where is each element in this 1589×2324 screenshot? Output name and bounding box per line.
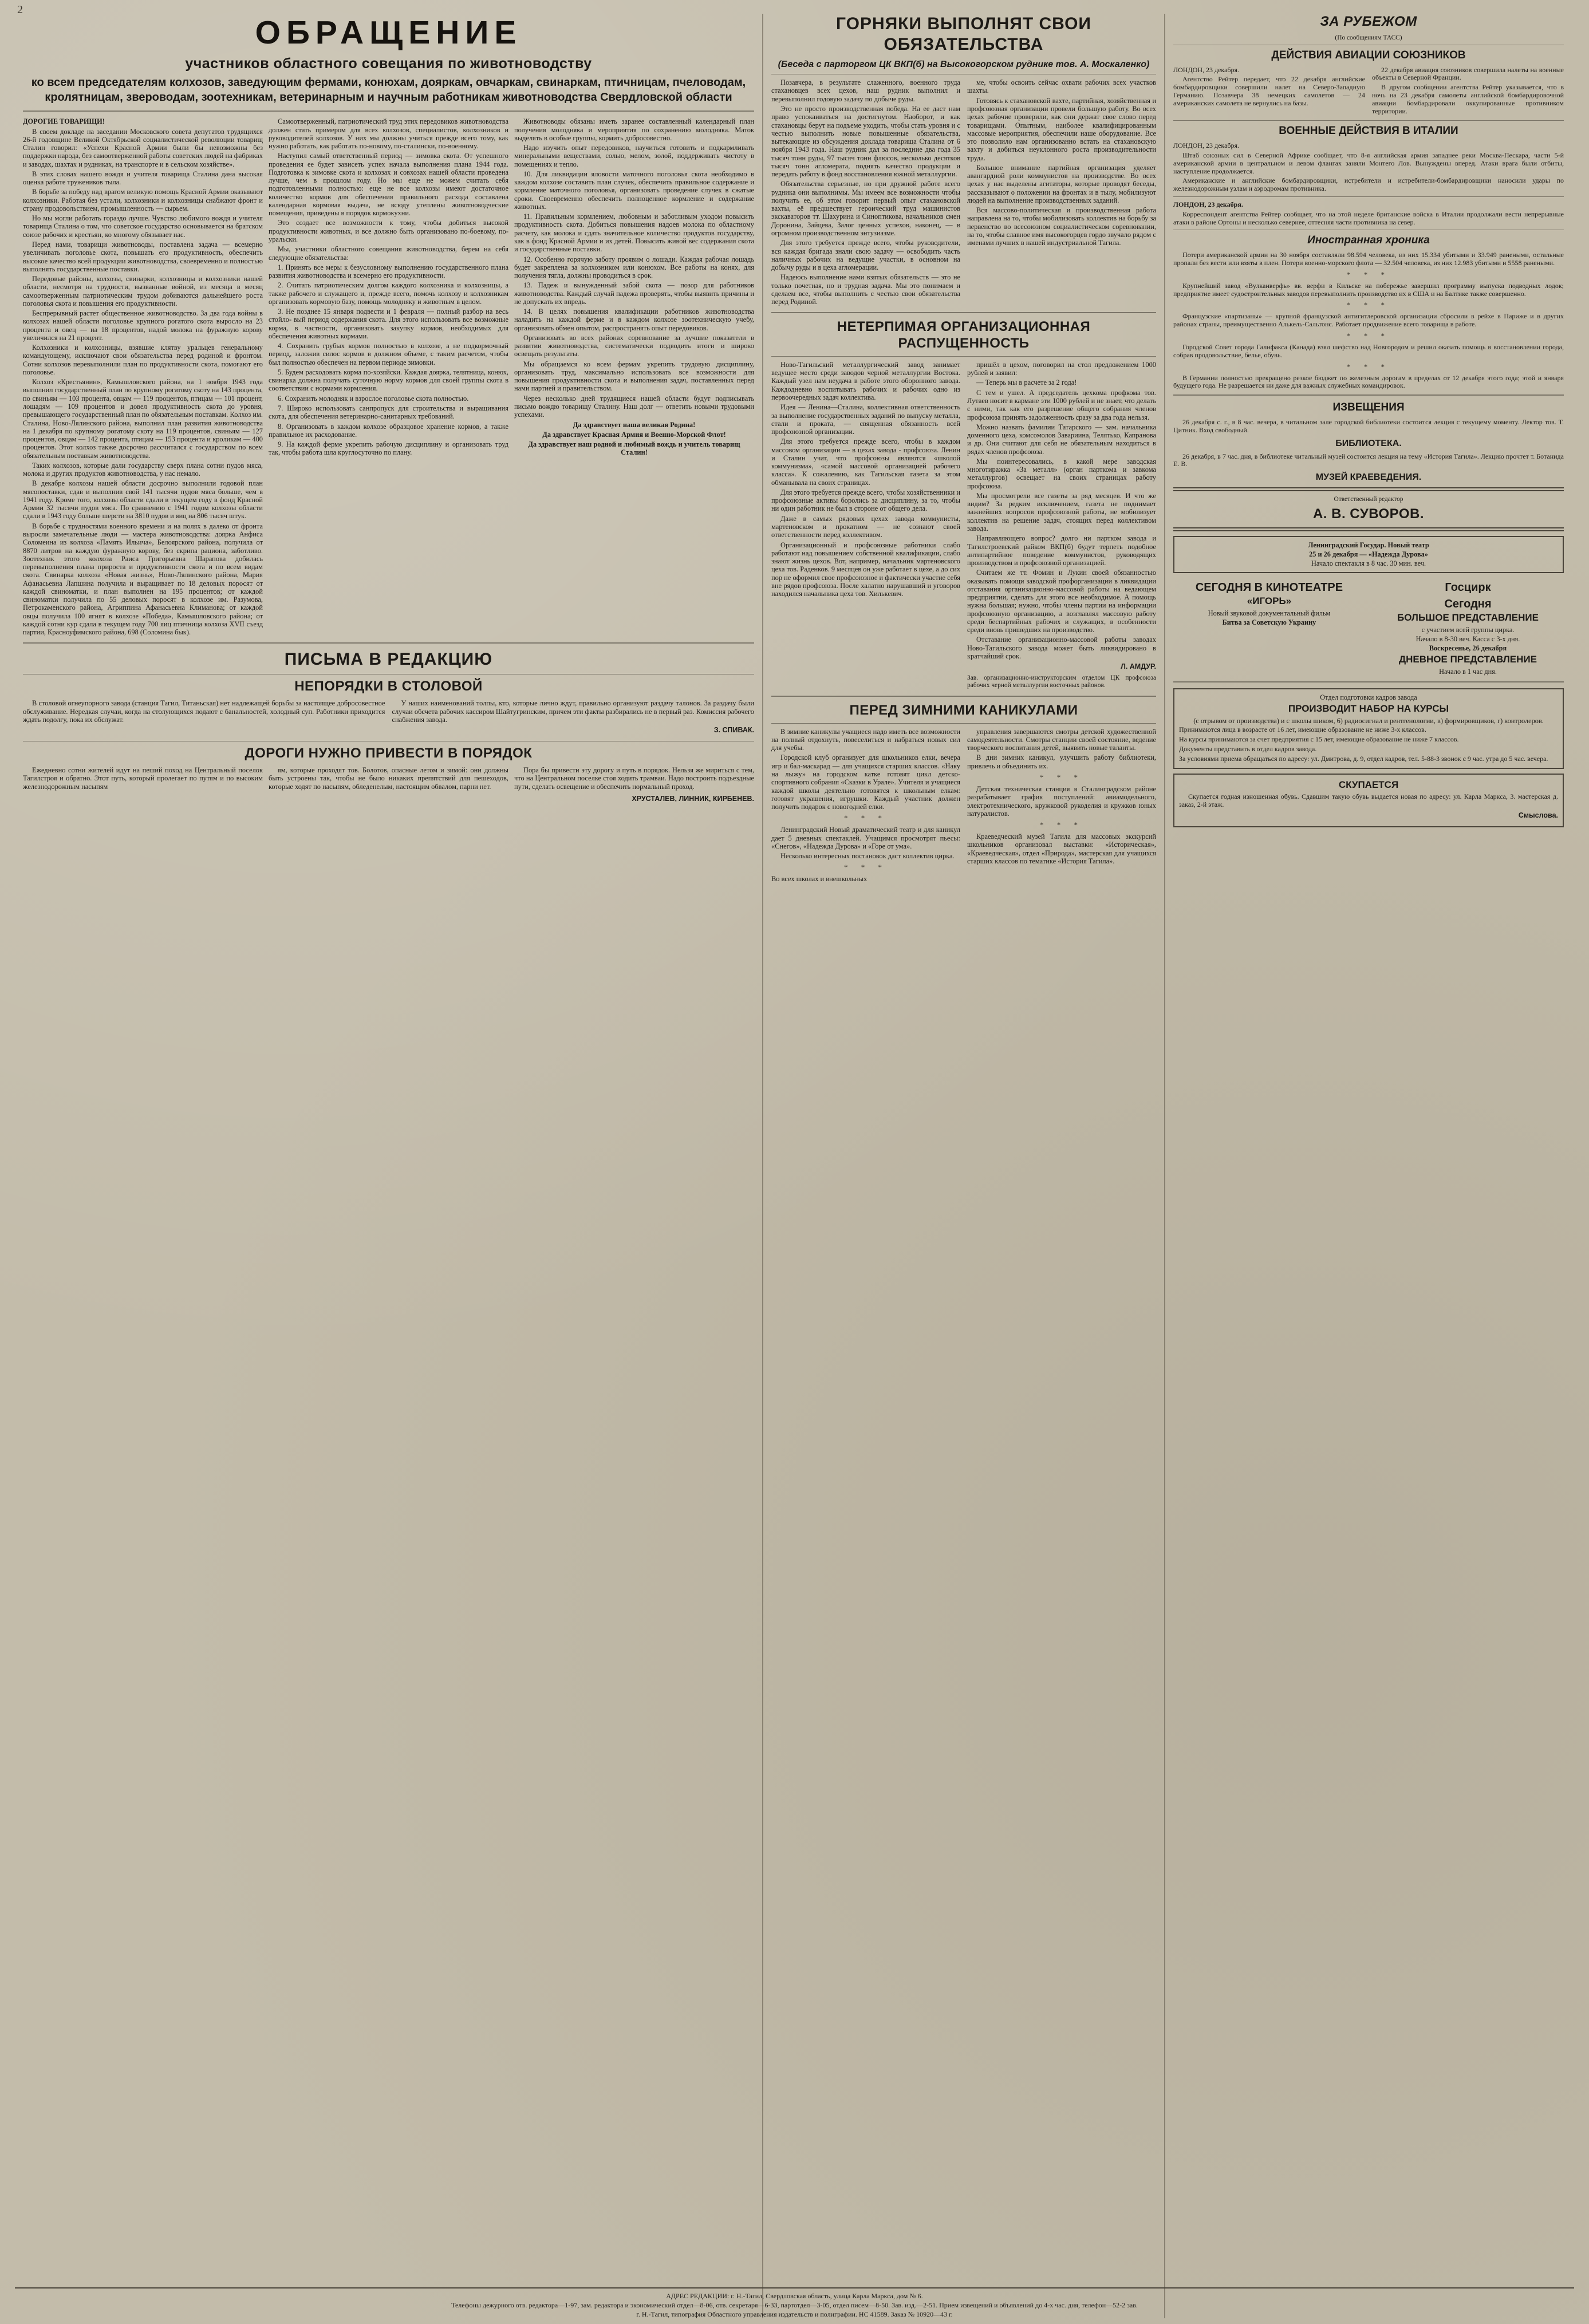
appeal-paragraph: 6. Сохранить молодняк и взрослое поголовье скота полностью. <box>278 394 469 403</box>
article-paragraph: Организационный и профсоюзные работники слабо работают над повышением собственной квалификации, слабо знают жизнь цехов. Вот, например, начальник мартеновского цеха тов. Раденков. 9 месяцев он уже работает в цехе, а до сих пор не оформил свое профсоюзное и фактически участие себя вне рядов профсоюза. После халатно нарушавший и уговоров находился начальника цеха тов. Хилькевич. <box>771 540 960 598</box>
appeal-paragraph: Колхоз «Крестьянин», Камышловского района, на 1 ноября 1943 года выполнил государственный план по крупному рогатому скоту на 143 процента, по свиньям — 103 процента, овцам — 119 процентов, птицам — 101 процент, лошадям — 109 процентов и довел продуктивность скота до уровня, превышающего государственный план по обязательным поставкам. Колхоз им. Сталина, Ново-Лялинского района, выполнил план развития животноводства на 1 декабря по крупному рогатому скоту на 119 процентов, свиньям — 127 процентов, овцам — 142 процента, птицам — 153 процента и кроликам — 400 процентов. Этот колхоз также досрочно рассчитался с государством по всем обязательным поставкам животноводства. <box>23 378 263 460</box>
article-paragraph: Направляющего вопрос? долго ни партком завода и Тагилстроевский райком ВКП(б) будут терпеть подобное антипартийное поведение коммунистов, руководящих производством и профсоюзной организацией. <box>967 534 1156 567</box>
article-paragraph: Вся массово-политическая и производственная работа направлена на то, чтобы мобилизовать коллектив на борьбу за первенство во всесоюзном социалистическом соревновании, на то, чтобы славное имя высокогорцев гордо звучало рядом с именами лучших в нашей индустриальной Тагила. <box>967 206 1156 247</box>
article-paragraph: Детская техническая станция в Сталинградском районе разрабатывает график поступлений: авиамодельного, электротехнического, кружковой рукоделия и кружков юных натуралистов. <box>967 784 1156 818</box>
column-divider <box>1164 14 1165 2318</box>
article-title-miners: ГОРНЯКИ ВЫПОЛНЯТ СВОИ ОБЯЗАТЕЛЬСТВА <box>836 14 1091 54</box>
appeal-salutation: ДОРОГИЕ ТОВАРИЩИ! <box>23 117 105 126</box>
appeal-column-2 <box>269 117 508 638</box>
disorder-body <box>771 361 1156 691</box>
letter-title-canteen: НЕПОРЯДКИ В СТОЛОВОЙ <box>294 678 483 695</box>
buying-heading: СКУПАЕТСЯ <box>1338 779 1399 791</box>
article-paragraph: Для этого требуется прежде всего, чтобы руководители, вся каждая бригада знали свою задачу — освободить часть наличных рабочих на ведущие участки, в основном на добычу руды и в цеха агломерации. <box>771 239 960 272</box>
courses-line: Документы представить в отдел кадров завода. <box>1179 744 1317 753</box>
theatre-time: Начало спектакля в 8 час. 30 мин. веч. <box>1311 559 1426 568</box>
letter-paragraph: ям, которые проходят тов. Болотов, опасные летом и зимой: они должны быть устроены так, чтобы не было никаких препятствий для пешеходов, которые ходят по насыпям, обледенелым, настоящим обвалом, парни нет. <box>269 766 508 791</box>
announcements-heading: ИЗВЕЩЕНИЯ <box>1332 401 1405 414</box>
article-paragraph: С тем и ушел. А председатель цехкома профкома тов. Лутаев носит в кармане эти 1000 рублей и не знает, что делать с ними, так как его разрешение общего собрания членов профсоюза принять задолженность сразу за два года нельзя. <box>967 388 1156 421</box>
entertainment-row <box>1173 578 1564 677</box>
masthead-subtitle-1: участников областного совещания по животноводству <box>185 56 592 72</box>
article-paragraph: В другом сообщении агентства Рейтер указывается, что в ночь на 23 декабря самолеты английской бомбардировочной авиации бомбардировали оккупированные противником территории. <box>1372 83 1564 115</box>
item-separator: * * * <box>1347 270 1390 279</box>
announcement-item: 26 декабря, в 7 час. дня, в библиотеке читальный музей состоится лекция на тему «История Тагила». Лекцию прочтет т. Ботанида Е. В. <box>1173 452 1564 468</box>
courses-line: Принимаются лица в возрасте от 16 лет, имеющие образование не ниже 3-х классов. <box>1179 725 1426 734</box>
appeal-paragraph: Но мы могли работать гораздо лучше. Чувство любимого вождя и учителя товарища Сталина о том, что советское государство основывается на братском союзе рабочих и крестьян, ко многому обязывает нас. <box>23 214 263 239</box>
buying-sign: Смыслова. <box>1518 811 1558 820</box>
article-paragraph: Это не просто производственная победа. На ее даст нам право успокаиваться на достигнутом. Наоборот, и как стахановцы берут на подъеме уходить, чтобы стать уровня и с честью выполнить новые повышенные обязательства, вытекающие из обсуждения доклада товарища Сталина от 6 ноября 1943 года. Наш рудник дал за последние два года 35 тысяч тонн руды, 97 тысяч тонн флюсов, несколько десятков тысяч тонн агломерата, поднять качество продукции и передать работу в фонд восстановления южной металлургии. <box>771 104 960 179</box>
article-signature: Л. АМДУР. <box>1121 662 1156 671</box>
divider <box>1173 487 1564 491</box>
appeal-slogan: Да здравствует наш родной и любимый вождь и учитель товарищ Сталин! <box>528 440 740 457</box>
appeal-columns <box>23 117 754 638</box>
page-footer <box>15 2287 1574 2319</box>
museum-heading: МУЗЕЙ КРАЕВЕДЕНИЯ. <box>1315 472 1422 483</box>
appeal-paragraph: 4. Сохранить грубых кормов полностью в колхозе, а не подкормочный период, заложив силос кормов в должном объеме, с таким расчетом, чтобы был полностью обеспечен на первом периоде зимовки. <box>269 342 508 366</box>
appeal-paragraph: В этих словах нашего вождя и учителя товарища Сталина дана высокая оценка работе тружеников тыла. <box>23 169 263 187</box>
appeal-column-3 <box>514 117 754 638</box>
chronicle-heading: Иностранная хроника <box>1307 234 1430 247</box>
appeal-paragraph: 2. Считать патриотическим долгом каждого колхозника и колхозницы, а также рабочего и служащего и, прежде всего, помочь колхозу и колхозникам организовать кормовую базу, помощь молодняку и животным в целом. <box>269 281 508 306</box>
article-paragraph: ме, чтобы освоить сейчас охвати рабочих всех участков шахты. <box>967 78 1156 95</box>
column-abroad <box>1165 10 1572 2318</box>
ad-theatre[interactable] <box>1173 536 1564 573</box>
abroad-air-body <box>1173 66 1564 117</box>
appeal-paragraph: 10. Для ликвидации яловости маточного поголовья скота необходимо в каждом колхозе составить план случек, обеспечить правильное содержание и кормление маточного поголовья, организовать проведение случек в сжатые сроки. Своевременно обеспечить полноценное кормление и содержание животных. <box>514 169 754 211</box>
letter-signature: З. СПИВАК. <box>713 726 754 735</box>
theatre-dates: 25 и 26 декабря — «Надежда Дурова» <box>1309 550 1428 559</box>
appeal-slogan: Да здравствует Красная Армия и Военно-Морской Флот! <box>542 430 726 439</box>
appeal-paragraph: В борьбе за победу над врагом великую помощь Красной Армии оказывают колхозники. Работая без устали, колхозники и колхозницы снабжают фронт и страну продовольствием, промышленность — сырьем. <box>23 188 263 212</box>
dateline: ЛОНДОН, 23 декабря. <box>1173 141 1240 150</box>
article-paragraph: Для этого требуется прежде всего, чтобы хозяйственники и профсоюзные активы боролись за дисциплину, за то, чтобы ни один работник не был в стороне от общего дела. <box>771 488 960 513</box>
divider <box>771 356 1156 357</box>
article-paragraph: Обязательства серьезные, но при дружной работе всего рудника они выполнимы. Мы имеем все возможности чтобы получить ее, об этом говорит первый опыт стахановской вахты, её предшествует героический труд машинистов экскаваторов тт. Шахурина и Синоптикова, начальников смен Доронина, Зайцева, Залог ценных успехов, наконец, — в огромном производственном энтузиазме. <box>771 180 960 237</box>
appeal-paragraph: 11. Правильным кормлением, любовным и заботливым уходом повысить продуктивность скота. Добиться повышения надоев молока по областному расчету, как молока и сдать значительное количество продуктов государству, как в фонд Красной Армии и их детей. Повысить живой вес содержания скота и государственные поставки. <box>514 212 754 254</box>
article-paragraph: Краеведческий музей Тагила для массовых экскурсий школьников организовал выставки: «Историческая», «Краеведческая», отдел «Природа», мастерская для учащихся старших классов по тематике «История Тагила». <box>967 832 1156 865</box>
chronicle-item: Потери американской армии на 30 ноября составляли 98.594 человека, из них 15.334 убитыми и 33.949 ранеными, остальные пропали без вести или взяты в плен. Потери военно-морского флота — 32.504 человека, из них 12.983 убитыми и 5558 ранеными. <box>1173 251 1564 267</box>
article-paragraph: Несколько интересных постановок даст коллектив цирка. <box>780 852 955 861</box>
chronicle-item: Крупнейший завод «Вулканверфь» вв. верфи в Кильске на побережье завершил программу выпуска подводных лодок; предприятие имеет судостроительных заводов перевыполнить производство их в США и на Балтике также совершенно. <box>1173 281 1564 298</box>
ad-buying[interactable] <box>1173 774 1564 827</box>
cinema-heading: СЕГОДНЯ В КИНОТЕАТРЕ <box>1195 581 1343 594</box>
page-title: ОБРАЩЕНИЕ <box>255 14 522 51</box>
footer-address: АДРЕС РЕДАКЦИИ: г. Н.-Тагил, Свердловская область, улица Карла Маркса, дом № 6. <box>666 2292 923 2300</box>
article-paragraph: Городской клуб организует для школьников елки, вечера игр и бал-маскарад — для учащихся старших классов. «Наку на лыжу» на городском катке готовят цикл детско-спортивного собрания «Сказки в Урале». Учителя и учащиеся каждой школы деятельно готовятся к школьным елкам: готовят украшения, игрушки. Каждый участник должен получить подарок с новогодней елки. <box>771 753 960 811</box>
letter-title-roads: ДОРОГИ НУЖНО ПРИВЕСТИ В ПОРЯДОК <box>245 745 533 761</box>
letters-section-title: ПИСЬМА В РЕДАКЦИЮ <box>284 650 493 669</box>
appeal-paragraph: 9. На каждой ферме укрепить рабочую дисциплину и организовать труд так, чтобы работа шла круглосуточно по плану. <box>269 440 508 457</box>
item-separator: * * * <box>1347 362 1390 371</box>
appeal-paragraph: 14. В целях повышения квалификации работников животноводства наладить на каждой ферме и в каждом колхозе зоотехническую учебу, организовать обмен опытом, распространять опыт передовиков. <box>514 307 754 332</box>
library-heading: БИБЛИОТЕКА. <box>1335 438 1402 448</box>
abroad-heading-air: ДЕЙСТВИЯ АВИАЦИИ СОЮЗНИКОВ <box>1271 49 1466 61</box>
article-paragraph: Надеюсь выполнение нами взятых обязательств — это не только почетная, но и трудная задача. Мы это понимаем и сделаем все, чтобы выполнить с честью свои обязательства перед Родиной. <box>771 273 960 306</box>
article-paragraph: Большое внимание партийная организация уделяет авангардной роли коммунистов на производстве. Во всех цехах у нас выделены агитаторы, которые проводят беседы, рассказывают о положении на фронтах и в тылу, мобилизуют людей на выполнение производственных заданий. <box>967 163 1156 204</box>
article-paragraph: В дни зимних каникул, улучшить работу библиотеки, привлечь и объединить их. <box>967 753 1156 770</box>
appeal-paragraph: Наступил самый ответственный период — зимовка скота. От успешного проведения ее будет зависеть успех начала выполнения плана 1944 года. Подготовка к зимовке скота и колхозах и совхозах нашей области проведена лучше, чем в прошлом году. Но мы еще не можем считать себя подготовленными полностью: еще не все колхозы имеют достаточное количество кормов для обеспечения правильного расхода составлена календарная кормовая выдача, не всюду утеплены животноводческие помещения, приведены в порядок кормокухни. <box>269 152 508 218</box>
section-source-note: (По сообщениям ТАСС) <box>1335 34 1402 41</box>
divider <box>1173 120 1564 121</box>
article-paragraph: Ленинградский Новый драматический театр и для каникул дает 5 дневных спектаклей. Учащимся просмотрят пьесы: «Снегов», «Надежда Дурова» и «Горе от ума». <box>771 826 960 850</box>
cinema-film-title: «ИГОРЬ» <box>1247 595 1292 607</box>
page-number: 2 <box>17 3 23 16</box>
appeal-paragraph: Самоотверженный, патриотический труд этих передовиков животноводства должен стать примером для всех колхозов, специалистов, колхозников и руководителей колхозов. У них мы должны учиться прежде всего тому, как нужно работать, как работать по-новому, по-сталински, по-военному. <box>269 117 508 151</box>
letter-signature: ХРУСТАЛЕВ, ЛИННИК, КИРБЕНЕВ. <box>632 795 754 803</box>
chronicle-item: Городской Совет города Галифакса (Канада) взял шефство над Новгородом и решил оказать помощь в восстановлении города, собрав продовольствие, белье, обувь. <box>1173 342 1564 359</box>
circus-name: Госцирк <box>1445 581 1491 594</box>
letter-roads-body <box>23 766 754 792</box>
theatre-venue: Ленинградский Государ. Новый театр <box>1308 541 1429 550</box>
appeal-paragraph: Это создает все возможности к тому, чтобы добиться высокой продуктивности животных, и все должно быть организовано по-боевому, по-уральски. <box>269 219 508 243</box>
appeal-paragraph: Перед нами, товарищи животноводы, поставлена задача — всемерно увеличивать поголовье скота, повышать его продуктивность, обеспечить высокое качество всей продукции животноводства, своевременно и полностью выполнять государственные поставки. <box>23 240 263 273</box>
miners-body <box>771 78 1156 307</box>
courses-sub: (с отрывом от производства) и с школы шиком, 6) радиосигнал и рентгенологии, в) формировщиков, г) контролеров. <box>1193 717 1544 725</box>
chronicle-item: Французские «партизаны» — крупной французской антигитлеровской организации сбросили в рейхе в Париже и в других районах страны, преимущественно Алькель-Сальтонс. Работает продвижение всего товарища в работе. <box>1173 312 1564 329</box>
appeal-paragraph: 5. Будем расходовать корма по-хозяйски. Каждая доярка, телятница, конюх, свинарка должна получать суточную норму кормов для своей группы скота в соответствии с нормами кормления. <box>269 368 508 393</box>
appeal-paragraph: В своем докладе на заседании Московского совета депутатов трудящихся 26-й годовщине Великой Октябрьской социалистической революции товарищ Сталин говорил: «Успехи Красной Армии были бы невозможны без поддержки народа, без самоотверженной работы советских людей на фабриках и заводах, шахтах и рудниках, на транспорте и в сельском хозяйстве». <box>23 127 263 168</box>
appeal-paragraph: Колхозники и колхозницы, взявшие клятву уральцев генеральному командующему, исключают свои обязательства перед родиной и фронтом. Сотни колхозов перевыполнили план по продуктивности скота, помогают его поголовье. <box>23 344 263 376</box>
article-title-disorder: НЕТЕРПИМАЯ ОРГАНИЗАЦИОННАЯ РАСПУЩЕННОСТЬ <box>837 319 1091 352</box>
circus-today: Сегодня <box>1444 598 1492 611</box>
appeal-paragraph: 8. Организовать в каждом колхозе образцовое хранение кормов, а также правильное их расходование. <box>269 422 508 439</box>
divider <box>1173 527 1564 531</box>
letter-paragraph: У наших наименований толпы, кто, которые лично ждут, правильно организуют раздачу талонов. За раздачу были случаи обсчета рабочих кассиром Шайтугринским, причем эти факты разбирались не в первый раз. Комиссия рабочего снабжения завода. <box>392 699 754 724</box>
article-paragraph: Позавчера, в результате слаженного, военного труда стахановцев всех цехов, наш рудник выполнил и перевыполнил годовую задачу по добыче руды. <box>771 78 960 103</box>
article-paragraph: Для этого требуется прежде всего, чтобы в каждом массовом организации — в цехах завода - профсоюза. Ленин и Сталин учат, что профсоюзы являются «школой коммунизма», «самой массовой организацией рабочего класса». К сожалению, как Тагильская газета за этом обманывала на своих страницах. <box>771 437 960 487</box>
appeal-paragraph: В декабре колхозы нашей области досрочно выполнили годовой план мясопоставки, сдав и выполнив свой 141 тысячи пудов мяса больше, чем в 1941 году. Кроме того, колхозы области сдали в текущем году в фонд Красной Армии 32 тысячи пудов мяса. По сравнению с 1941 годом колхозы области сдали в 1943 году больше шерсти на 3810 пудов и яиц на 806 тысяч штук. <box>23 479 263 520</box>
dateline: ЛОНДОН, 23 декабря. <box>1173 200 1243 208</box>
vacations-body <box>771 728 1156 885</box>
appeal-paragraph: 13. Падеж и вынужденный забой скота — позор для работников животноводства. Каждый случай падежа проверять, чтобы выявить причины и не допускать их впредь. <box>514 281 754 306</box>
divider <box>1173 394 1564 396</box>
article-paragraph: Готовясь к стахановской вахте, партийная, хозяйственная и профсоюзная организации провели большую работу. Во всех цехах рабочие проверили, как они держат свое слово перед товарищами. Опытным, наиболее квалифицированным массовые мероприятия, обеспечили наше оборудование. Все это позволило нам организованно встать на стахановскую вахту и добиться неуклонного роста производительности труда. <box>967 96 1156 162</box>
appeal-column-1 <box>23 117 263 638</box>
appeal-paragraph: Мы обращаемся ко всем фермам укрепить трудовую дисциплину, организовать труд, максимально использовать все возможности для повышения продуктивности скота и выполнения задач, поставленных перед нами партией и правительством. <box>514 360 754 393</box>
appeal-paragraph: Организовать во всех районах соревнование за лучшие показатели в развитии животноводства, систематически подводить итоги и широко освещать результаты. <box>514 333 754 358</box>
article-signature-note: Зав. организационно-инструкторским отделом ЦК профсоюза рабочих черной металлургии восточных районов. <box>967 674 1156 689</box>
section-title-abroad: ЗА РУБЕЖОМ <box>1320 14 1417 29</box>
appeal-paragraph: Мы, участники областного совещания животноводства, берем на себя следующие обязательства: <box>269 245 508 262</box>
appeal-slogan: Да здравствует наша великая Родина! <box>573 420 696 429</box>
appeal-paragraph: Беспрерывный растет общественное животноводство. За два года войны в колхозах нашей области поголовье крупного рогатого скота выросло на 23 процента и овец — на 18 процентов, надой молока на фуражную корову увеличился на 21 процент. <box>23 309 263 342</box>
divider <box>23 111 754 112</box>
letter-paragraph: Пора бы привести эту дорогу и путь в порядок. Нельзя же мириться с тем, что на Центральном поселке стоя ходить трамваи. Надо построить подъездные пути, сделать освещение и обеспечить нормальный проход. <box>514 766 754 791</box>
appeal-paragraph: 7. Широко использовать санпропуск для строительства и выращивания скота, для обеспечения ветеринарно-санитарных требований. <box>269 404 508 421</box>
page-body <box>15 10 1574 2318</box>
buying-text: Скупается годная изношенная обувь. Сдавшим такую обувь выдается новая по адресу: ул. Карла Маркса, 3. мастерская д. заказ, 2-й этаж. <box>1179 792 1558 809</box>
article-paragraph: Даже в самых рядовых цехах завода коммунисты, мартеновском и прокатном — не сознают своей ответственности перед коллективом. <box>771 514 960 539</box>
letter-paragraph: Ежедневно сотни жителей идут на пеший поход на Центральный поселок Тагилстроя и обратно. Этот путь, который пролегает по путям и по высоким железнодорожным насыпям <box>23 766 263 791</box>
paragraph-separator: * * * <box>1040 772 1083 782</box>
appeal-paragraph: Через несколько дней трудящиеся нашей области будут подписывать письмо вождю товарищу Сталину. Наш долг — ответить новыми трудовыми успехами. <box>514 394 754 419</box>
item-separator: * * * <box>1347 301 1390 310</box>
footer-phones: Телефоны дежурного отв. редактора—1-97, зам. редактора и экономический отдел—8-06, отв. секретаря—6-33, партотдел—3-05, отдел писем—8-50. Зав. изд.—2-51. Прием извещений и объявлений до 4-х час. дня, телефон—52-2 зав. <box>451 2301 1138 2309</box>
article-paragraph: — Теперь мы в расчете за 2 года! <box>976 378 1077 387</box>
letter-canteen-body <box>23 699 754 737</box>
editor-name: А. В. СУВОРОВ. <box>1312 506 1425 522</box>
article-paragraph: Идея — Ленина—Сталина, коллективная ответственность за выполнение государственных заданий по выпуску металла, стали и проката, — священная обязанность всей профсоюзной организации. <box>771 403 960 436</box>
cinema-film-note: Новый звуковой документальный фильм <box>1208 609 1331 618</box>
article-subtitle-miners: (Беседа с парторгом ЦК ВКП(б) на Высокогорском руднике тов. А. Москаленко) <box>778 60 1150 69</box>
announcement-item: 26 декабря с. г., в 8 час. вечера, в читальном зале городской библиотеки состоится лекция с текущему моменту. Лектор тов. Т. Цитник. Вход свободный. <box>1173 417 1564 434</box>
appeal-paragraph: 12. Особенно горячую заботу проявим о лошади. Каждая рабочая лошадь будет закреплена за колхозником или конюхом. Все работы на конях, для получения тягла, должны проводиться в срок. <box>514 255 754 280</box>
column-center <box>763 10 1164 2318</box>
divider <box>23 642 754 644</box>
article-paragraph: Мы поинтересовались, в какой мере заводская многотиражка «За металл» (орган парткома и завкома металлургов) освещает на своих страницах работу профсоюза. <box>967 457 1156 490</box>
paragraph-separator: * * * <box>844 814 888 823</box>
abroad-heading-italy: ВОЕННЫЕ ДЕЙСТВИЯ В ИТАЛИИ <box>1279 125 1458 137</box>
appeal-paragraph: 3. Не позднее 15 января подвести и 1 февраля — полный разбор на весь стойло- вый период содержания скота. Для этого использовать все возможные корма, в частности, организовать закупку кормов, необходимых для обеспечения животных кормами. <box>269 307 508 340</box>
column-appeal <box>15 10 762 2318</box>
masthead-subtitle-2: ко всем председателям колхозов, заведующим фермами, конюхам, дояркам, овчаркам, свинаркам, птичницам, пчеловодам, кролятницам, звероводам, зоотехникам, ветеринарным и научным работникам животноводства Свердловской области <box>31 76 746 104</box>
appeal-paragraph: Надо изучить опыт передовиков, научиться готовить и подкармливать минеральными веществами, солью, мелом, золой, поддерживать чистоту в помещениях и тепло. <box>514 144 754 168</box>
appeal-paragraph: Таких колхозов, которые дали государству сверх плана сотни пудов мяса, молока и других продуктов животноводства, у нас немало. <box>23 461 263 478</box>
article-paragraph: управления завершаются смотры детской художественной самодеятельности. Смотры станции своей состояние, ведение творческого воспитания детей, выявить новые таланты. <box>967 727 1156 752</box>
column-divider <box>762 14 763 2318</box>
paragraph-separator: * * * <box>1040 820 1083 830</box>
editor-label: Ответственный редактор <box>1334 496 1403 503</box>
divider <box>1173 196 1564 197</box>
divider <box>1173 681 1564 682</box>
cinema-film-second: Битва за Советскую Украину <box>1222 618 1316 627</box>
appeal-paragraph: 1. Принять все меры к безусловному выполнению государственного плана развития животноводства и всемерно его продуктивности. <box>269 263 508 280</box>
courses-line: На курсы принимаются за счет предприятия с 15 лет, имеющие образование не ниже 7 классов. <box>1179 735 1459 744</box>
courses-line: За условиями приема обращаться по адресу: ул. Дмитрова, д. 9, отдел кадров, тел. 5-88-3 звонок с 9 час. утра до 5 час. вечера. <box>1179 754 1548 763</box>
article-title-vacations: ПЕРЕД ЗИМНИМИ КАНИКУЛАМИ <box>849 702 1078 718</box>
appeal-paragraph: В борьбе с трудностями военного времени и на полях в далеко от фронта выросли замечательные люди — мастера животноводства: доярка Анфиса Соломеина из колхоза «Память Ильича», Белоярского района, получила от 8870 литров на каждую фуражную корову, без скрипа рациона, заботливо. Зоотехник этого колхоза Раиса Григорьевна Шарапова добилась перевыполнения плана прироста и продуктивности скота и по всем видам скота. Свинарка колхоза «Новая жизнь», Ново-Лялинского района, Мария Афанасьевна Лапшина получила и выращивает по 18 деловых поросят от каждой свиноматки, и план выполнен на 195 процентов; от каждой свиноматки получила по 55 деловых поросят в колхозе им. Разумова, Петрокаменского района, Агриппина Афанасьевна Климанова; от каждой овцы получила 100 ягнят в колхозе «Победа», Камышловского района; от каждой сотни кур сдала в текущем году 700 яиц птичница колхоза XVII съезд партии, Красноуфимского района, 698 (Соломина бык). <box>23 522 263 637</box>
article-paragraph: пришёл в цехом, поговорил на стол предложением 1000 рублей и заявил: <box>967 360 1156 377</box>
circus-line2: Начало в 8-30 вeч. Касса с 3-х дня. <box>1415 635 1520 644</box>
circus-day-time: Начало в 1 час дня. <box>1439 668 1497 676</box>
courses-heading: ПРОИЗВОДИТ НАБОР НА КУРСЫ <box>1288 703 1449 715</box>
courses-intro: Отдел подготовки кадров завода <box>1320 693 1417 702</box>
appeal-paragraph: Передовые районы, колхозы, свинарки, колхозницы и колхозники нашей области, несмотря на трудности, вызванные войной, из месяца в месяц самоотверженным патриотическим трудом добиваются дальнейшего роста поголовья скота и повышения его продуктивности. <box>23 275 263 307</box>
article-paragraph: Агентство Рейтер передает, что 22 декабря английские бомбардировщики совершили налет на Северо-Западную Германию. Позавчера 38 немецких самолетов — 24 американских самолета не вернулись на базы. <box>1173 75 1365 107</box>
article-paragraph: Можно назвать фамилии Татарского — зам. начальника доменного цеха, комсомолов Завариина, Телятько, Капранова и др. Они считают для себя не обязательным находиться в рядах членов профсоюза. <box>967 423 1156 456</box>
footer-imprint: г. Н.-Тагил, типография Областного управления издательств и полиграфии. НС 41589. Заказ № 10920—43 г. <box>636 2310 953 2318</box>
article-paragraph: Считаем же тт. Фомин и Лукин своей обязанностью оказывать помощи заводской профорганизации в ликвидации отставания организационно-массовой работы на ведающем предприятии, сделать для этого все необходимое. А помощь нужна большая; нужно, чтобы члены партии на информации профсоюзную организацию, а возглавлял массовую работу среди беспартийных рабочих и служащих, в особенности среди вновь пришедших на производство. <box>967 569 1156 634</box>
item-separator: * * * <box>1347 331 1390 340</box>
article-paragraph: Отставание организационно-массовой работы заводах Ново-Тагильского завода может быть ликвидировано в кратчайший срок. <box>967 636 1156 660</box>
divider <box>771 696 1156 697</box>
dateline: ЛОНДОН, 23 декабря. <box>1173 65 1240 74</box>
article-paragraph: Во всех школах и внешкольных <box>771 875 868 883</box>
article-paragraph: 22 декабря авиация союзников совершила налеты на военные объекты в Северной Франции. <box>1372 65 1564 82</box>
ad-courses[interactable] <box>1173 688 1564 769</box>
article-paragraph: В зимние каникулы учащиеся надо иметь все возможности на полный отдохнуть, повеселиться и набраться новых сил для учебы. <box>771 727 960 752</box>
paragraph-separator: * * * <box>844 863 888 872</box>
divider <box>771 312 1156 313</box>
article-paragraph: Ново-Тагильский металлургический завод занимает ведущее место среди заводов черной металлургии Востока. Каждый узел нам неудача в работе этого оборонного завода. Каждодневно воспитывать рабочих и рабочих одно из первоочередных задач коллектива. <box>771 360 960 402</box>
letter-paragraph: В столовой огнеупорного завода (станция Тагил, Титаньская) нет надлежащей борьбы за настоящее добросовестное обслуживание. Нередкая случаи, когда на столующихся подают с банальностей, холодный суп. Работники приходится ждать подолгу, пока их обслужат. <box>23 699 385 724</box>
circus-day-show: ДНЕВНОЕ ПРЕДСТАВЛЕНИЕ <box>1399 654 1537 665</box>
article-paragraph: Мы просмотрели все газеты за ряд месяцев. И что же видим? За редким исключением, газета не поднимает важнейших вопросов профсоюзной работы, не мобилизует коллектив на решение задач, стоящих перед коллективом завода. <box>967 491 1156 532</box>
circus-line1: с участием всей группы цирка. <box>1421 626 1515 634</box>
circus-headline: БОЛЬШОЕ ПРЕДСТАВЛЕНИЕ <box>1397 612 1539 624</box>
appeal-paragraph: Животноводы обязаны иметь заранее составленный календарный план получения молодняка и мероприятия по сохранению молодняка. Маток выделять в особые группы, кормить добросовестно. <box>514 117 754 142</box>
divider <box>771 723 1156 724</box>
article-paragraph: Штаб союзных сил в Северной Африке сообщает, что 8-я английская армия западнее реки Москва-Пескара, части 5-й американской армии в центральном и левом флангах заняли Монтего Лов. Вынуждены вперед. Атаки врага были отбиты, наступление продолжается. <box>1173 151 1564 175</box>
circus-line3: Воскресенье, 26 декабря <box>1429 644 1507 653</box>
article-paragraph: Корреспондент агентства Рейтер сообщает, что на этой неделе британские войска в Италии продолжали вести непрерывные атаки в районе Ортоны и несколько севернее, оттесняя части противника на север. <box>1173 210 1564 226</box>
article-paragraph: Американские и английские бомбардировщики, истребители и истребители-бомбардировщики наносили удары по железнодорожным узлам и аэродромам противника. <box>1173 176 1564 193</box>
chronicle-item: В Германии полностью прекращено резкое бюджет по железным дорогам в пределах от 12 декабря этого года; этой и января будущего года. Не разрешается ни даже для важных служебных командировок. <box>1173 373 1564 390</box>
